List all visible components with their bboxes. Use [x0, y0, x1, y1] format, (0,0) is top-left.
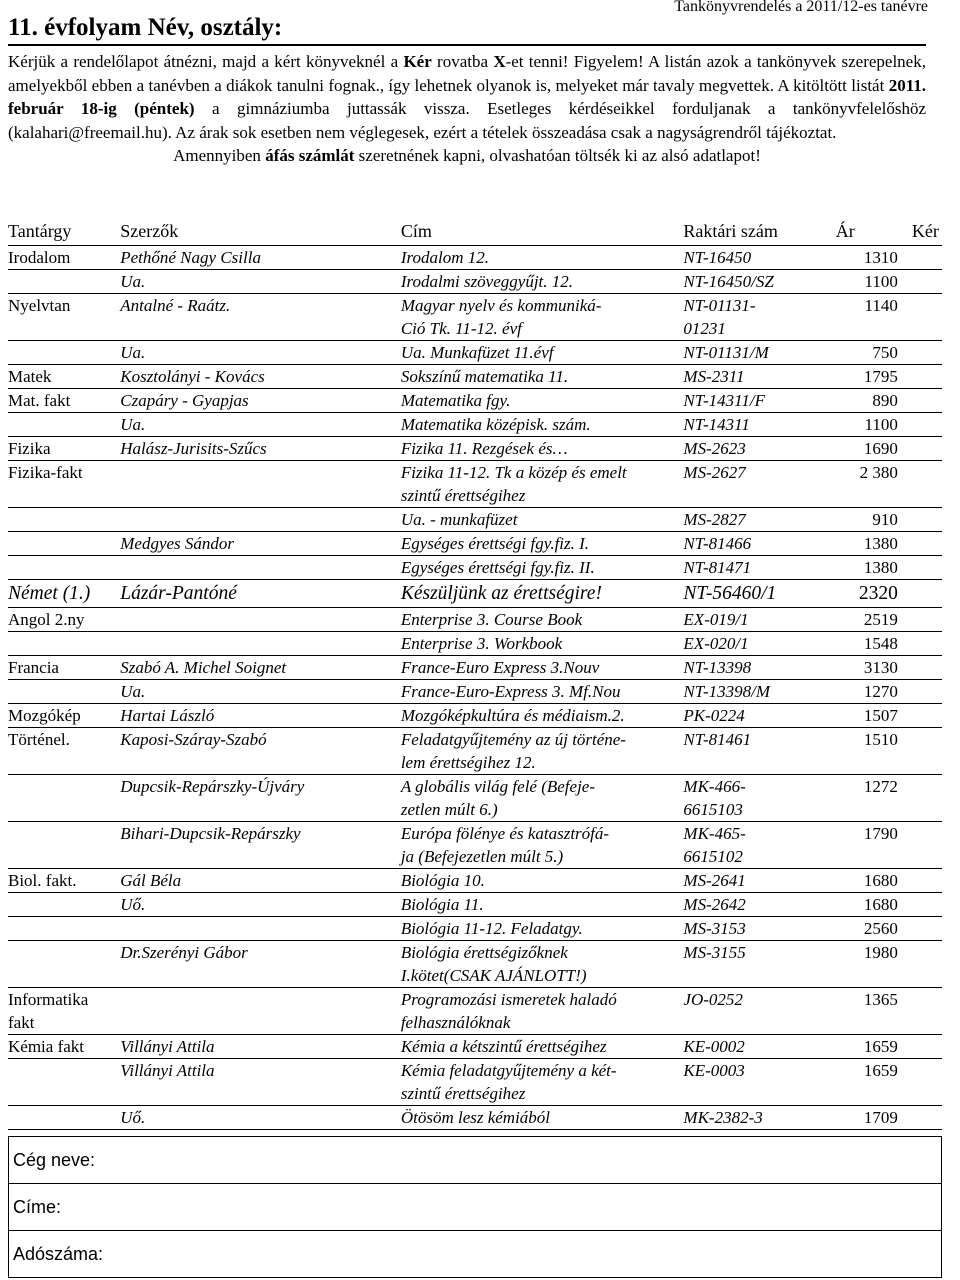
cell-subject: Kémia fakt	[8, 1035, 120, 1059]
cell-subject	[8, 413, 120, 437]
cell-title: Készüljünk az érettségire!	[401, 580, 684, 608]
company-address-label: Címe:	[9, 1184, 135, 1231]
cell-price: 3130	[822, 656, 912, 680]
cell-title: Programozási ismeretek haladó felhasználóknak	[401, 988, 684, 1035]
order-checkbox-cell[interactable]	[912, 294, 942, 341]
cell-subject: Informatika fakt	[8, 988, 120, 1035]
cell-authors: Bihari-Dupcsik-Repárszky	[120, 822, 401, 869]
cell-stock-number: MK-2382-3	[683, 1106, 821, 1130]
cell-stock-number: MK-465- 6615102	[683, 822, 821, 869]
column-header-order: Kér	[912, 218, 942, 246]
cell-subject	[8, 1106, 120, 1130]
cell-authors: Ua.	[120, 270, 401, 294]
order-checkbox-cell[interactable]	[912, 1035, 942, 1059]
column-header-authors: Szerzők	[120, 218, 401, 246]
cell-subject: Történel.	[8, 728, 120, 775]
cell-stock-number: JO-0252	[683, 988, 821, 1035]
text-run-bold: Kér	[403, 52, 432, 71]
order-checkbox-cell[interactable]	[912, 1059, 942, 1106]
cell-stock-number: NT-81471	[683, 556, 821, 580]
cell-subject: Mozgókép	[8, 704, 120, 728]
cell-title: Biológia 11-12. Feladatgy.	[401, 917, 684, 941]
cell-price: 1507	[822, 704, 912, 728]
cell-title: Irodalmi szöveggyűjt. 12.	[401, 270, 684, 294]
cell-authors	[120, 556, 401, 580]
cell-subject: Angol 2.ny	[8, 608, 120, 632]
order-checkbox-cell[interactable]	[912, 917, 942, 941]
cell-title: Ua. Munkafüzet 11.évf	[401, 341, 684, 365]
cell-price: 1680	[822, 893, 912, 917]
cell-price: 2320	[822, 580, 912, 608]
order-checkbox-cell[interactable]	[912, 246, 942, 270]
page-title-text: 11. évfolyam Név, osztály:	[8, 14, 283, 41]
cell-authors: Kosztolányi - Kovács	[120, 365, 401, 389]
order-checkbox-cell[interactable]	[912, 1106, 942, 1130]
cell-price: 1380	[822, 556, 912, 580]
cell-stock-number: NT-14311	[683, 413, 821, 437]
company-info-form	[8, 1136, 942, 1278]
order-checkbox-cell[interactable]	[912, 508, 942, 532]
cell-title: Sokszínű matematika 11.	[401, 365, 684, 389]
cell-authors: Villányi Attila	[120, 1035, 401, 1059]
table-row	[8, 656, 942, 680]
cell-subject	[8, 556, 120, 580]
cell-subject	[8, 632, 120, 656]
table-row	[8, 246, 942, 270]
table-row	[8, 704, 942, 728]
column-header-subject: Tantárgy	[8, 218, 120, 246]
cell-title: Enterprise 3. Course Book	[401, 608, 684, 632]
order-checkbox-cell[interactable]	[912, 775, 942, 822]
cell-subject	[8, 941, 120, 988]
cell-stock-number: MS-2627	[683, 461, 821, 508]
cell-subject: Nyelvtan	[8, 294, 120, 341]
cell-stock-number: MS-3153	[683, 917, 821, 941]
cell-stock-number: MK-466- 6615103	[683, 775, 821, 822]
table-row	[8, 632, 942, 656]
cell-title: Kémia feladatgyűjtemény a két- szintű érettségihez	[401, 1059, 684, 1106]
table-row	[8, 728, 942, 775]
cell-price: 890	[822, 389, 912, 413]
cell-authors: Antalné - Raátz.	[120, 294, 401, 341]
cell-subject: Fizika	[8, 437, 120, 461]
company-name-label: Cég neve:	[9, 1137, 135, 1184]
cell-price: 1659	[822, 1059, 912, 1106]
cell-price: 1709	[822, 1106, 912, 1130]
cell-title: Biológia 11.	[401, 893, 684, 917]
cell-stock-number: MS-2623	[683, 437, 821, 461]
cell-title: Ua. - munkafüzet	[401, 508, 684, 532]
cell-authors: Uő.	[120, 1106, 401, 1130]
cell-title: Mozgóképkultúra és médiaism.2.	[401, 704, 684, 728]
table-row	[8, 1106, 942, 1130]
document-header-note: Tankönyvrendelés a 2011/12-es tanévre	[674, 0, 928, 15]
cell-title: France-Euro Express 3.Nouv	[401, 656, 684, 680]
cell-subject: Irodalom	[8, 246, 120, 270]
cell-subject	[8, 893, 120, 917]
cell-title: Biológia érettségizőknek I.kötet(CSAK AJÁNLOTT!)	[401, 941, 684, 988]
cell-price: 1980	[822, 941, 912, 988]
cell-stock-number: EX-020/1	[683, 632, 821, 656]
text-run-bold: áfás számlát	[265, 146, 355, 165]
table-row	[8, 869, 942, 893]
table-row	[8, 365, 942, 389]
order-checkbox-cell[interactable]	[912, 941, 942, 988]
deadline-text: 2011. február 18-ig (péntek)	[8, 75, 926, 118]
text-run: a gimnáziumba juttassák vissza. Esetleges kérdéseikkel forduljanak a tankönyvfelelőshöz (kalahari@freemail.hu). Az árak sok esetben nem véglegesek, ezért a tételek összeadása csak a nagyságrendről tájékoztat.	[8, 99, 926, 142]
instructions-paragraph	[8, 50, 926, 144]
cell-title: Feladatgyűjtemény az új történe- lem érettségihez 12.	[401, 728, 684, 775]
order-checkbox-cell[interactable]	[912, 656, 942, 680]
text-run: rovatba	[431, 52, 494, 71]
table-row	[8, 270, 942, 294]
table-body	[8, 246, 942, 1130]
cell-authors: Uő.	[120, 893, 401, 917]
cell-title: Kémia a kétszintű érettségihez	[401, 1035, 684, 1059]
cell-authors: Kaposi-Száray-Szabó	[120, 728, 401, 775]
cell-price: 1140	[822, 294, 912, 341]
cell-price: 750	[822, 341, 912, 365]
cell-authors	[120, 461, 401, 508]
table-row	[8, 437, 942, 461]
text-run: -et tenni! Figyelem! A listán azok a tankönyvek szerepelnek, amelyekből ebben a tanévben a diákok tanulni fognak., így lehetnek olyanok is, melyeket már tavaly megvettek. A kitöltött listát	[8, 52, 926, 95]
cell-price: 1548	[822, 632, 912, 656]
order-checkbox-cell[interactable]	[912, 461, 942, 508]
order-checkbox-cell[interactable]	[912, 869, 942, 893]
form-row	[9, 1231, 942, 1278]
table-row	[8, 580, 942, 608]
cell-title: Matematika középisk. szám.	[401, 413, 684, 437]
cell-authors: Lázár-Pantóné	[120, 580, 401, 608]
cell-authors: Ua.	[120, 680, 401, 704]
order-checkbox-cell[interactable]	[912, 413, 942, 437]
cell-price: 910	[822, 508, 912, 532]
text-run: Amennyiben	[173, 146, 266, 165]
cell-stock-number: NT-16450	[683, 246, 821, 270]
cell-authors: Dr.Szerényi Gábor	[120, 941, 401, 988]
order-checkbox-cell[interactable]	[912, 389, 942, 413]
cell-title: A globális világ felé (Befeje- zetlen múlt 6.)	[401, 775, 684, 822]
cell-price: 1659	[822, 1035, 912, 1059]
cell-stock-number: NT-16450/SZ	[683, 270, 821, 294]
cell-subject	[8, 917, 120, 941]
table-row	[8, 893, 942, 917]
table-header-row	[8, 218, 942, 246]
cell-authors	[120, 632, 401, 656]
cell-stock-number: EX-019/1	[683, 608, 821, 632]
cell-price: 1790	[822, 822, 912, 869]
tax-number-label: Adószáma:	[9, 1231, 135, 1278]
table-row	[8, 680, 942, 704]
order-checkbox-cell[interactable]	[912, 822, 942, 869]
cell-subject	[8, 532, 120, 556]
cell-subject: Francia	[8, 656, 120, 680]
cell-price: 1680	[822, 869, 912, 893]
cell-stock-number: NT-01131/M	[683, 341, 821, 365]
cell-title: Európa fölénye és katasztrófá- ja (Befejezetlen múlt 5.)	[401, 822, 684, 869]
cell-price: 1380	[822, 532, 912, 556]
table-row	[8, 294, 942, 341]
cell-authors	[120, 508, 401, 532]
cell-title: Fizika 11-12. Tk a közép és emelt szintű érettségihez	[401, 461, 684, 508]
cell-price: 1100	[822, 270, 912, 294]
cell-price: 2560	[822, 917, 912, 941]
order-checkbox-cell[interactable]	[912, 365, 942, 389]
cell-authors: Hartai László	[120, 704, 401, 728]
cell-price: 1100	[822, 413, 912, 437]
cell-title: Egységes érettségi fgy.fiz. I.	[401, 532, 684, 556]
cell-stock-number: MS-2641	[683, 869, 821, 893]
cell-stock-number: MS-2642	[683, 893, 821, 917]
table-row	[8, 917, 942, 941]
cell-price: 1690	[822, 437, 912, 461]
table-row	[8, 508, 942, 532]
order-checkbox-cell[interactable]	[912, 532, 942, 556]
order-checkbox-cell[interactable]	[912, 893, 942, 917]
table-row	[8, 341, 942, 365]
cell-authors: Gál Béla	[120, 869, 401, 893]
cell-price: 1795	[822, 365, 912, 389]
cell-subject	[8, 1059, 120, 1106]
cell-authors: Ua.	[120, 413, 401, 437]
cell-title: Fizika 11. Rezgések és…	[401, 437, 684, 461]
cell-title: Biológia 10.	[401, 869, 684, 893]
cell-price: 1310	[822, 246, 912, 270]
cell-price: 2 380	[822, 461, 912, 508]
column-header-stock-number: Raktári szám	[683, 218, 821, 246]
cell-title: Ötösöm lesz kémiából	[401, 1106, 684, 1130]
table-row	[8, 556, 942, 580]
cell-authors: Villányi Attila	[120, 1059, 401, 1106]
cell-price: 1365	[822, 988, 912, 1035]
cell-stock-number: NT-13398	[683, 656, 821, 680]
cell-authors: Dupcsik-Repárszky-Újváry	[120, 775, 401, 822]
cell-stock-number: NT-56460/1	[683, 580, 821, 608]
cell-title: Magyar nyelv és kommuniká- Ció Tk. 11-12. évf	[401, 294, 684, 341]
cell-price: 1270	[822, 680, 912, 704]
table-row	[8, 413, 942, 437]
order-checkbox-cell[interactable]	[912, 704, 942, 728]
text-run-bold: X	[493, 52, 506, 71]
order-checkbox-cell[interactable]	[912, 680, 942, 704]
cell-subject	[8, 775, 120, 822]
cell-title: Enterprise 3. Workbook	[401, 632, 684, 656]
cell-stock-number: KE-0003	[683, 1059, 821, 1106]
cell-title: Irodalom 12.	[401, 246, 684, 270]
cell-title: Egységes érettségi fgy.fiz. II.	[401, 556, 684, 580]
company-address-field[interactable]	[134, 1184, 942, 1231]
cell-subject: Fizika-fakt	[8, 461, 120, 508]
cell-stock-number: PK-0224	[683, 704, 821, 728]
instructions	[8, 50, 926, 168]
text-run: Kérjük a rendelőlapot átnézni, majd a kért könyveknél a	[8, 52, 404, 71]
column-header-price: Ár	[822, 218, 912, 246]
cell-stock-number: MS-3155	[683, 941, 821, 988]
page-title	[8, 12, 926, 46]
table-row	[8, 461, 942, 508]
tax-number-field[interactable]	[134, 1231, 942, 1278]
cell-subject: Biol. fakt.	[8, 869, 120, 893]
form-row	[9, 1184, 942, 1231]
cell-price: 1510	[822, 728, 912, 775]
table-row	[8, 608, 942, 632]
book-order-table	[8, 218, 942, 1130]
cell-authors: Ua.	[120, 341, 401, 365]
cell-stock-number: NT-14311/F	[683, 389, 821, 413]
cell-subject	[8, 680, 120, 704]
text-run: szeretnének kapni, olvashatóan töltsék ki az alsó adatlapot!	[354, 146, 761, 165]
order-checkbox-cell[interactable]	[912, 437, 942, 461]
cell-stock-number: NT-81466	[683, 532, 821, 556]
cell-authors: Czapáry - Gyapjas	[120, 389, 401, 413]
cell-stock-number: MS-2827	[683, 508, 821, 532]
table-row	[8, 532, 942, 556]
table-row	[8, 822, 942, 869]
cell-authors	[120, 988, 401, 1035]
table-row	[8, 1035, 942, 1059]
cell-subject: Matek	[8, 365, 120, 389]
cell-stock-number: NT-81461	[683, 728, 821, 775]
table-row	[8, 988, 942, 1035]
cell-stock-number: MS-2311	[683, 365, 821, 389]
column-header-title: Cím	[401, 218, 684, 246]
cell-authors: Halász-Jurisits-Szűcs	[120, 437, 401, 461]
cell-title: France-Euro-Express 3. Mf.Nou	[401, 680, 684, 704]
cell-authors: Pethőné Nagy Csilla	[120, 246, 401, 270]
cell-price: 2519	[822, 608, 912, 632]
invoice-note	[8, 144, 926, 168]
cell-subject: Mat. fakt	[8, 389, 120, 413]
table-row	[8, 1059, 942, 1106]
order-checkbox-cell[interactable]	[912, 988, 942, 1035]
company-name-field[interactable]	[134, 1137, 942, 1184]
cell-subject	[8, 822, 120, 869]
cell-stock-number: NT-01131- 01231	[683, 294, 821, 341]
order-checkbox-cell[interactable]	[912, 632, 942, 656]
cell-stock-number: KE-0002	[683, 1035, 821, 1059]
cell-authors	[120, 608, 401, 632]
cell-subject	[8, 270, 120, 294]
order-checkbox-cell[interactable]	[912, 341, 942, 365]
cell-title: Matematika fgy.	[401, 389, 684, 413]
cell-authors: Medgyes Sándor	[120, 532, 401, 556]
table-row	[8, 775, 942, 822]
order-checkbox-cell[interactable]	[912, 556, 942, 580]
order-checkbox-cell[interactable]	[912, 608, 942, 632]
cell-authors: Szabó A. Michel Soignet	[120, 656, 401, 680]
order-checkbox-cell[interactable]	[912, 580, 942, 608]
cell-subject	[8, 508, 120, 532]
table-row	[8, 389, 942, 413]
order-checkbox-cell[interactable]	[912, 270, 942, 294]
form-row	[9, 1137, 942, 1184]
cell-stock-number: NT-13398/M	[683, 680, 821, 704]
cell-authors	[120, 917, 401, 941]
cell-subject	[8, 341, 120, 365]
order-checkbox-cell[interactable]	[912, 728, 942, 775]
cell-price: 1272	[822, 775, 912, 822]
table-row	[8, 941, 942, 988]
cell-subject: Német (1.)	[8, 580, 120, 608]
